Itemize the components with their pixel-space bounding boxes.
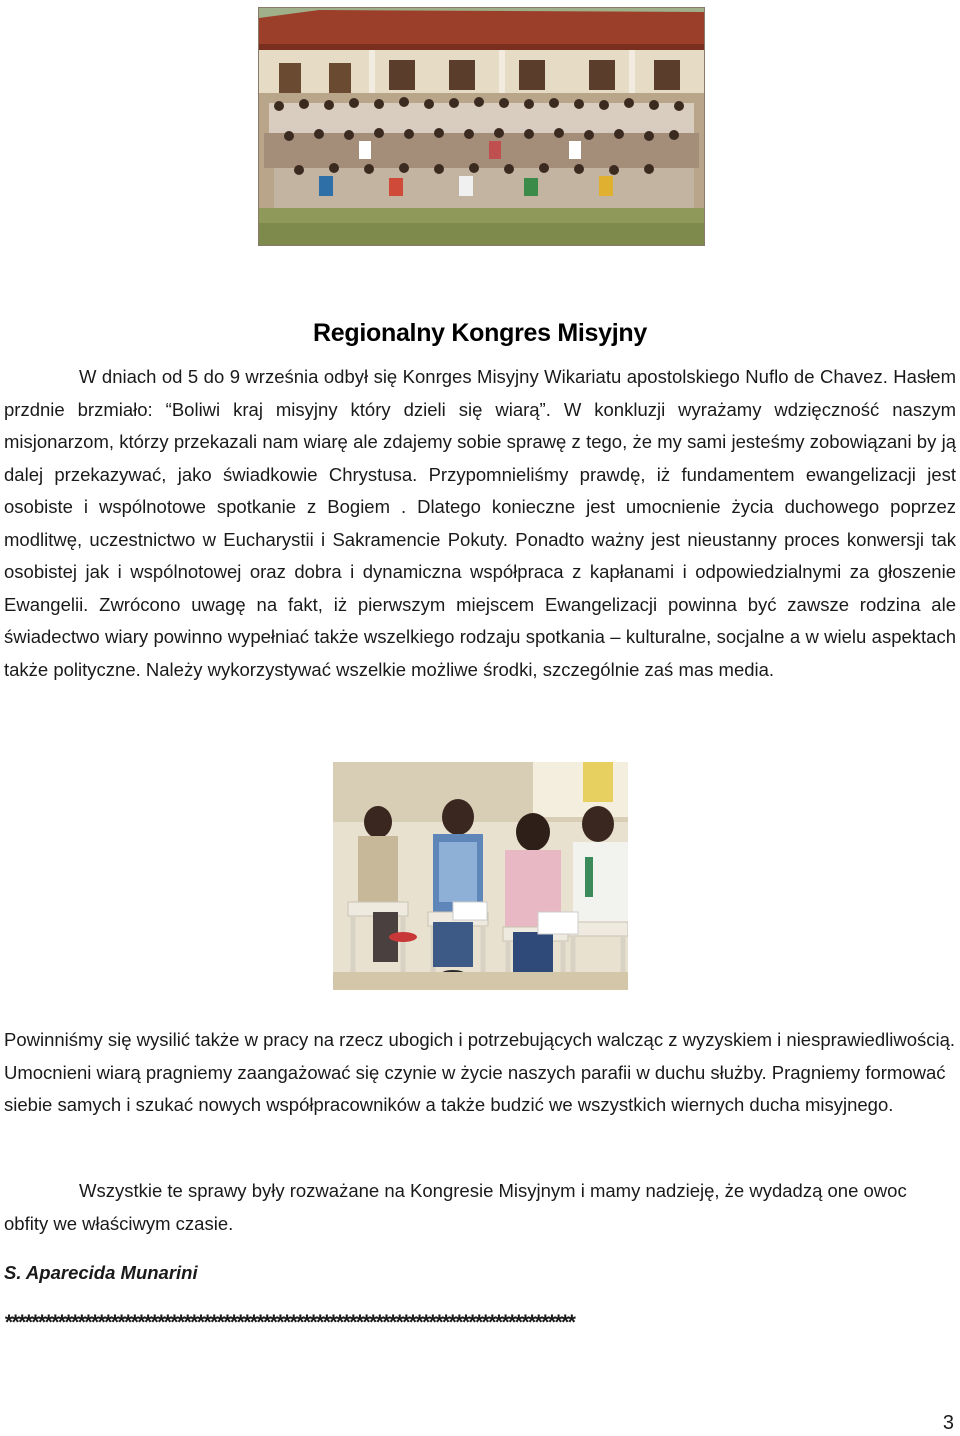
paragraph-intro: W dniach od 5 do 9 września odbył się Konrges Misyjny Wikariatu apostolskiego Nuflo de Chavez. Hasłem przdnie brzmiało: “Boliwi kraj misyjny który dzieli się wiarą”. W konkluzji wyrażamy wdzięczność naszym misjonarzom, którzy przekazali nam wiarę ale zdajemy sobie sprawę z tego, że my sami jesteśmy zobowiązani by ją dalej przekazywać, jako świadkowie Chrystusa. Przypomnieliśmy prawdę, iż fundamentem ewangelizacji jest osobiste i wspólnotowe spotkanie z Bogiem . Dlatego konieczne jest umocnienie życia duchowego poprzez modlitwę, uczestnictwo w Eucharystii i Sakramencie Pokuty. Ponadto ważny jest nieustanny proces konwersji tak osobistej jak i wspólnotowej oraz dobra i dynamiczna współpraca z kapłanami i odpowiedzialnymi za głoszenie Ewangelii. Zwrócono uwagę na fakt, iż pierwszym miejscem Ewangelizacji powinna być zawsze rodzina ale świadectwo wiary powinno wypełniać także wszelkiego rodzaju spotkania – kulturalne, socjalne a w wielu aspektach także polityczne. Należy wykorzystywać wszelkie możliwe środki, szczególnie zaś mas media. xyxy=(4,366,956,680)
author-signature: S. Aparecida Munarini xyxy=(4,1262,198,1283)
page-number: 3 xyxy=(942,1412,954,1434)
participants-photo xyxy=(333,762,628,990)
paragraph-poor: Powinniśmy się wysilić także w pracy na rzecz ubogich i potrzebujących walcząc z wyzyskiem i niesprawiedliwością. Umocnieni wiarą pragniemy zaangażować się czynie w życie naszych parafii w duchu służby. Pragniemy formować siebie samych i szukać nowych współpracowników a także budzić we wszystkich wiernych ducha misyjnego. xyxy=(4,1029,956,1115)
article-title: Regionalny Kongres Misyjny xyxy=(313,318,647,347)
paragraph-closing: Wszystkie te sprawy były rozważane na Kongresie Misyjnym i mamy nadzieję, że wydadzą one owoc obfity we właściwym czasie. xyxy=(4,1180,907,1234)
separator-line: ************************************************************************************** xyxy=(4,1311,574,1334)
group-photo xyxy=(258,7,705,246)
